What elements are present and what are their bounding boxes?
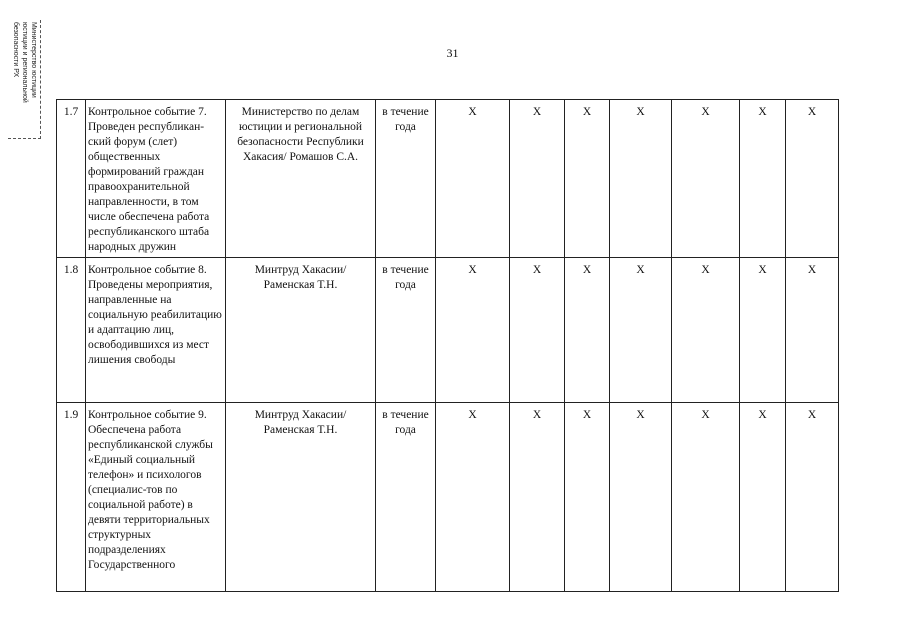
events-table xyxy=(56,99,839,592)
mark-cell: Х xyxy=(510,403,565,592)
execution-term: в течение года xyxy=(376,258,436,403)
mark-cell: Х xyxy=(740,258,786,403)
mark-cell: Х xyxy=(786,403,839,592)
mark-cell: Х xyxy=(610,403,672,592)
mark-cell: Х xyxy=(610,100,672,258)
mark-cell: Х xyxy=(436,403,510,592)
registration-stamp xyxy=(8,20,41,139)
mark-cell: Х xyxy=(672,403,740,592)
row-number: 1.8 xyxy=(57,258,86,403)
mark-cell: Х xyxy=(610,258,672,403)
stamp-line: безопасности РХ xyxy=(12,22,19,78)
stamp-text xyxy=(11,22,38,103)
row-number: 1.7 xyxy=(57,100,86,258)
mark-cell: Х xyxy=(510,258,565,403)
mark-cell: Х xyxy=(436,100,510,258)
event-description: Контрольное событие 8. Проведены мероприятия, направленные на социальную реабилитацию и адаптацию лиц, освободившихся из мест лишения свободы xyxy=(86,258,226,403)
mark-cell: Х xyxy=(740,100,786,258)
row-number: 1.9 xyxy=(57,403,86,592)
mark-cell: Х xyxy=(786,258,839,403)
stamp-line: Министерство юстиции xyxy=(30,22,37,98)
event-description: Контрольное событие 9. Обеспечена работа республиканской службы «Единый социальный телефон» и психологов (специалис-тов по социальной работе) в девяти территориальных структурных подразделениях Государственного xyxy=(86,403,226,592)
mark-cell: Х xyxy=(565,403,610,592)
mark-cell: Х xyxy=(436,258,510,403)
mark-cell: Х xyxy=(786,100,839,258)
page-number: 31 xyxy=(446,46,459,60)
responsible-executor: Министерство по делам юстиции и региональной безопасности Республики Хакасия/ Ромашов С.А. xyxy=(226,100,376,258)
responsible-executor: Минтруд Хакасии/ Раменская Т.Н. xyxy=(226,403,376,592)
mark-cell: Х xyxy=(672,258,740,403)
execution-term: в течение года xyxy=(376,403,436,592)
mark-cell: Х xyxy=(510,100,565,258)
table-row xyxy=(57,100,839,258)
responsible-executor: Минтруд Хакасии/ Раменская Т.Н. xyxy=(226,258,376,403)
execution-term: в течение года xyxy=(376,100,436,258)
table-row xyxy=(57,258,839,403)
table-row xyxy=(57,403,839,592)
mark-cell: Х xyxy=(565,258,610,403)
mark-cell: Х xyxy=(672,100,740,258)
stamp-line: юстиции и региональной xyxy=(21,22,28,103)
event-description: Контрольное событие 7. Проведен республикан-ский форум (слет) общественных формирований граждан правоохранительной направленности, в том числе обеспечена работа республиканского штаба народных дружин xyxy=(86,100,226,258)
mark-cell: Х xyxy=(740,403,786,592)
mark-cell: Х xyxy=(565,100,610,258)
